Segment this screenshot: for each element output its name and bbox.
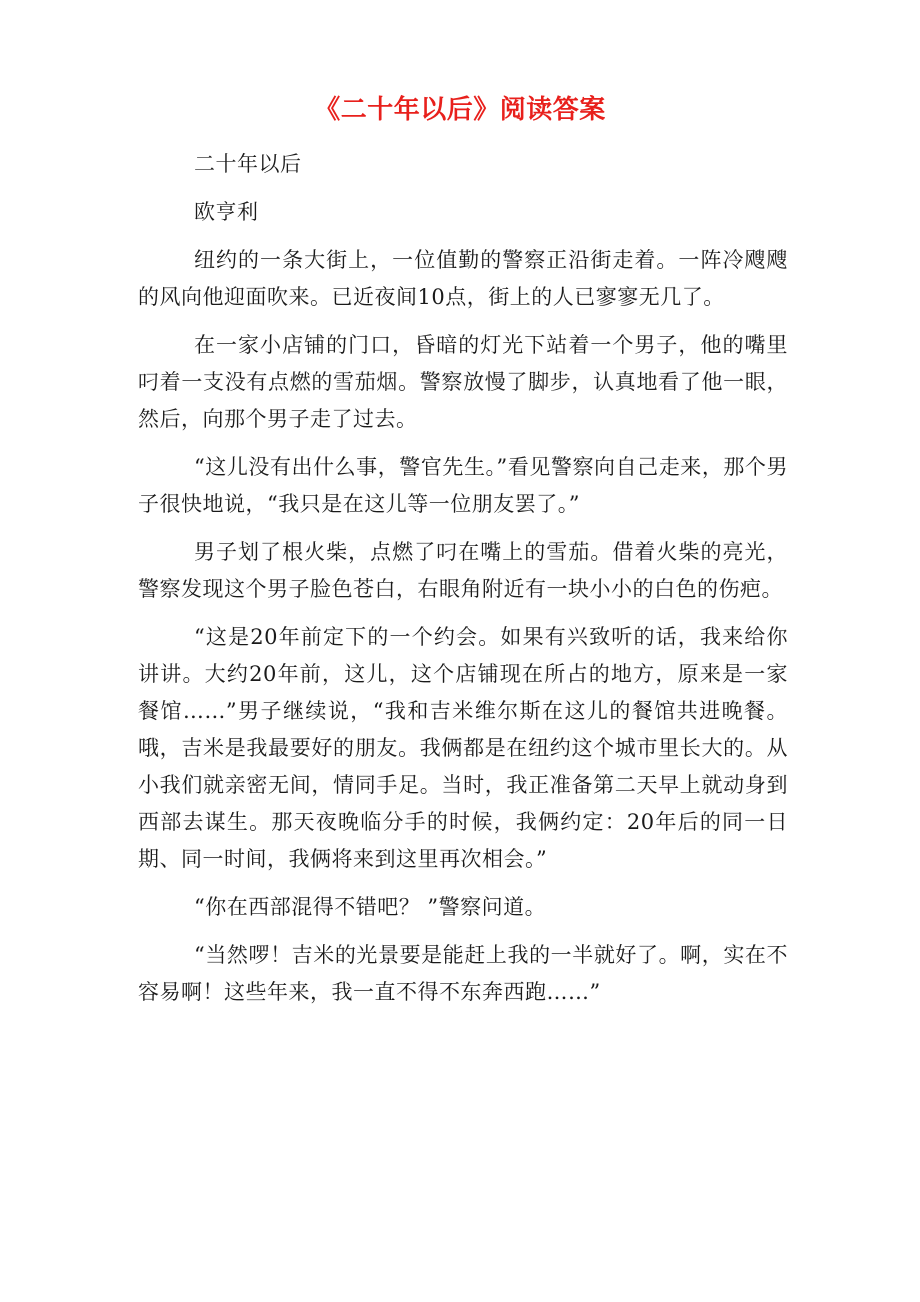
story-paragraph: “这儿没有出什么事，警官先生。”看见警察向自己走来，那个男子很快地说，“我只是在这儿等一位朋友罢了。” [138,455,788,516]
author-paragraph: 欧亨利 [194,200,259,224]
story-title-paragraph: 二十年以后 [194,152,302,176]
story-paragraph: “你在西部混得不错吧？ ”警察问道。 [194,895,547,919]
document-body [138,146,788,1022]
story-paragraph: “这是20年前定下的一个约会。如果有兴致听的话，我来给你讲讲。大约20年前，这儿，这个店铺现在所占的地方，原来是一家 餐馆……”男子继续说，“我和吉米维尔斯在这儿的餐馆共进晚餐。 哦，吉米是我最要好的朋友。我俩都是在纽约这个城市里长大的。从 小我们就亲密无间，情同手足。当时，我正准备第二天早上就动身到 西部去谋生。那天夜晚临分手的时候，我俩约定：20年后的同一日 期、同一时间，我俩将来到这里再次相会。” [138,625,788,871]
story-paragraph: 纽约的一条大街上，一位值勤的警察正沿街走着。一阵冷飕飕的风向他迎面吹来。已近夜间10点，街上的人已寥寥无几了。 [138,248,788,309]
document-title: 《二十年以后》阅读答案 [314,95,606,125]
story-paragraph: “当然啰！吉米的光景要是能赶上我的一半就好了。啊，实在不容易啊！这些年来，我一直不得不东奔西跑……” [138,943,788,1004]
story-paragraph: 男子划了根火柴，点燃了叼在嘴上的雪茄。借着火柴的亮光，警察发现这个男子脸色苍白，右眼角附近有一块小小的白色的伤疤。 [138,540,788,601]
story-paragraph: 在一家小店铺的门口，昏暗的灯光下站着一个男子，他的嘴里叼着一支没有点燃的雪茄烟。警察放慢了脚步，认真地看了他一眼，然后，向那个男子走了过去。 [138,333,788,431]
